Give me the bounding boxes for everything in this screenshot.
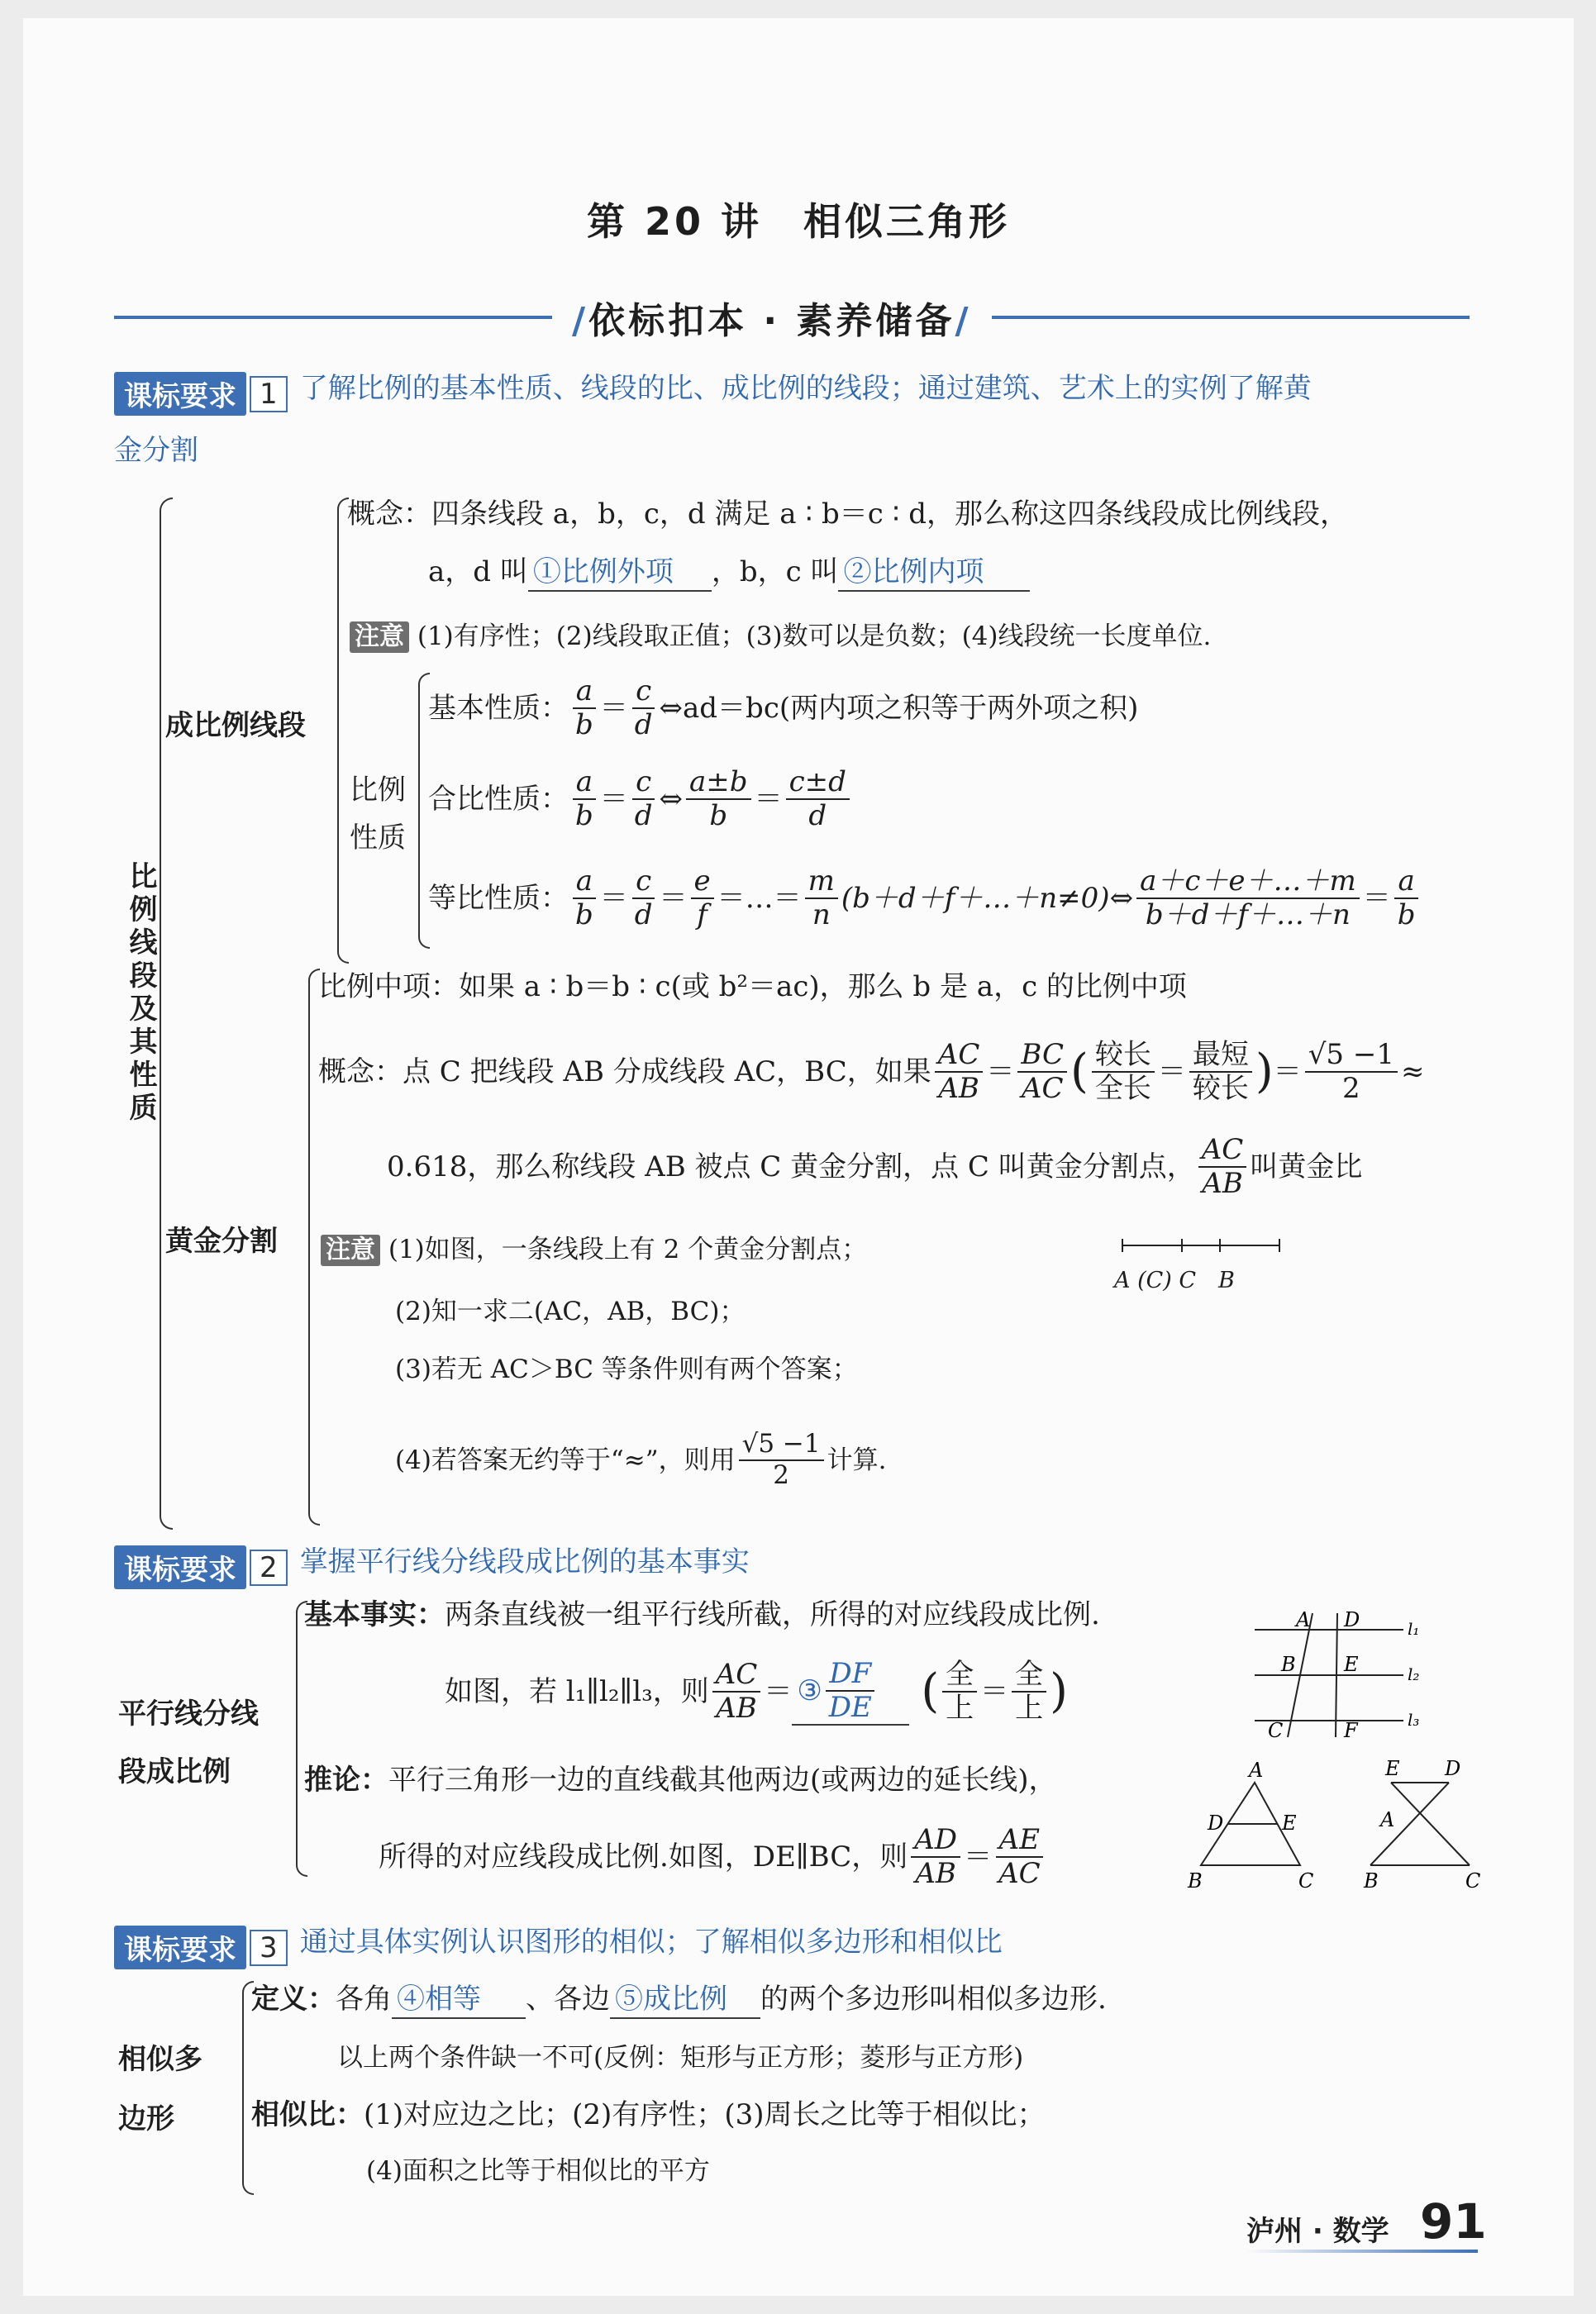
fill-blank-2: ②比例内项 [838, 554, 1030, 592]
golden-concept: 概念：点 C 把线段 AB 分成线段 AC，BC，如果 $\frac{AC}{AB}$ ＝ $\frac{BC}{AC}$ ( $\frac{\text{较长}}{\text{全长}}$ ＝ $\frac{\text{最短}}{\text{较长}}$ ) ＝ $\frac{√5 -1}{2}$ ≈ [318, 1037, 1425, 1105]
basic-property: 基本性质： $\frac{a}{b}$ ＝ $\frac{c}{d}$ ⇔ad＝bc(两内项之积等于两外项之积) [428, 674, 1139, 741]
svg-text:D: D [1208, 1812, 1224, 1835]
svg-text:F: F [1344, 1719, 1358, 1742]
section-header: /依标扣本 · 素养储备/ [552, 291, 992, 344]
vertical-title: 比例线段及其性质 [124, 861, 157, 1126]
requirement-number: 1 [250, 376, 288, 412]
svg-text:B: B [1188, 1869, 1203, 1893]
requirement-3 [114, 1919, 1003, 1969]
requirement-text: 了解比例的基本性质、线段的比、成比例的线段；通过建筑、艺术上的实例了解黄 [299, 372, 1312, 405]
inference: 推论：平行三角形一边的直线截其他两边(或两边的延长线)， [304, 1764, 1057, 1797]
golden-concept-line2: 0.618，那么称线段 AB 被点 C 黄金分割，点 C 叫黄金分割点， $\frac{AC}{AB}$ 叫黄金比 [387, 1132, 1363, 1200]
requirement-number: 2 [250, 1550, 288, 1586]
concept-line1: 概念：四条线段 a，b，c，d 满足 a ∶ b＝c ∶ d，那么称这四条线段成比例线段， [347, 498, 1349, 531]
svg-text:A: A [1380, 1808, 1395, 1831]
requirement-number: 3 [250, 1930, 288, 1966]
svg-text:D: D [1344, 1608, 1360, 1631]
requirement-text: 掌握平行线分线段成比例的基本事实 [299, 1545, 750, 1578]
svg-text:C: C [1268, 1719, 1284, 1742]
footer-book: 泸州 · 数学 [1246, 2215, 1389, 2248]
basic-fact: 基本事实：两条直线被一组平行线所截，所得的对应线段成比例. [304, 1598, 1100, 1631]
fill-blank-1: ①比例外项 [528, 554, 712, 592]
triangle-figure-2 [1346, 1754, 1486, 1894]
requirement-text: 通过具体实例认识图形的相似；了解相似多边形和相似比 [299, 1926, 1003, 1959]
svg-text:l₁: l₁ [1408, 1619, 1420, 1639]
page-number: 91 [1420, 2193, 1487, 2250]
fill-blank-4: ④相等 [392, 1981, 526, 2019]
svg-text:D: D [1445, 1757, 1461, 1780]
svg-text:E: E [1385, 1757, 1400, 1780]
similarity-ratio-4: (4)面积之比等于相似比的平方 [366, 2156, 710, 2186]
similar-definition: 定义：各角 ④相等 、各边 ⑤成比例 的两个多边形叫相似多边形. [251, 1981, 1107, 2019]
similar-def-note: 以上两个条件缺一不可(反例：矩形与正方形；菱形与正方形) [337, 2043, 1024, 2073]
golden-note-4: (4)若答案无约等于“≈”，则用 $\frac{√5 -1}{2}$ 计算. [395, 1429, 887, 1490]
requirement-1 [114, 365, 1312, 416]
page-title: 第 20 讲 相似三角形 [586, 199, 1011, 244]
footer-rule [1246, 2250, 1478, 2253]
svg-text:B: B [1281, 1653, 1296, 1676]
similar-label-1: 相似多 [118, 2043, 202, 2076]
requirement-label: 课标要求 [114, 372, 246, 416]
golden-note-2: (2)知一求二(AC，AB，BC)； [395, 1297, 746, 1326]
parallel-label-2: 段成比例 [118, 1755, 231, 1788]
parallel-example: 如图，若 l₁∥l₂∥l₃，则 $\frac{AC}{AB}$ ＝ ③ $\frac{DF}{DE}$ ( $\frac{\text{全}}{\text{上}}$ ＝ $\frac{\text{全}}{\text{上}}$ ) [445, 1656, 1069, 1725]
golden-label: 黄金分割 [165, 1225, 278, 1258]
similar-label-2: 边形 [118, 2102, 174, 2135]
note-badge: 注意 [321, 1235, 380, 1266]
brace-outer [160, 498, 173, 1530]
svg-text:l₃: l₃ [1408, 1710, 1420, 1730]
proportional-mean: 比例中项：如果 a ∶ b＝b ∶ c(或 b²＝ac)，那么 b 是 a，c 的比例中项 [318, 970, 1187, 1003]
triangle-figure-1 [1176, 1754, 1325, 1894]
page [23, 18, 1574, 2296]
brace-parallel [296, 1601, 307, 1877]
compound-property: 合比性质： $\frac{a}{b}$ ＝ $\frac{c}{d}$ ⇔ $\frac{a\pm b}{b}$ ＝ $\frac{c\pm d}{d}$ [428, 762, 853, 836]
property-label: 比例 性质 [350, 774, 406, 855]
note-badge: 注意 [350, 621, 409, 653]
svg-text:C: C [1298, 1869, 1314, 1893]
equal-ratio-property: 等比性质： $\frac{a}{b}$ ＝ $\frac{c}{d}$ ＝ $\frac{e}{f}$ ＝…＝ $\frac{m}{n}$ (b＋d＋f＋…＋n≠0)⇔ $\frac{a+c+e+\dots+m}{b+d+f+\dots+n}$ ＝ $\frac{a}{b}$ [428, 861, 1422, 936]
svg-text:E: E [1282, 1812, 1297, 1835]
svg-text:B: B [1364, 1869, 1379, 1893]
svg-text:A: A [1296, 1608, 1311, 1631]
segment-labels: A (C) C B [1114, 1268, 1235, 1293]
similarity-ratio: 相似比：(1)对应边之比；(2)有序性；(3)周长之比等于相似比； [251, 2098, 1046, 2131]
requirement-label: 课标要求 [114, 1926, 246, 1969]
concept-line2: a，d 叫 ①比例外项 ，b，c 叫 ②比例内项 [428, 554, 1030, 592]
svg-text:C: C [1465, 1869, 1481, 1893]
golden-note-1: 注意 (1)如图，一条线段上有 2 个黄金分割点； [321, 1233, 867, 1266]
golden-note-3: (3)若无 AC＞BC 等条件则有两个答案； [395, 1355, 858, 1384]
requirement-2 [114, 1539, 750, 1589]
requirement-label: 课标要求 [114, 1545, 246, 1589]
requirement-text-cont: 金分割 [114, 434, 198, 467]
svg-text:E: E [1344, 1653, 1359, 1676]
note-1: 注意 (1)有序性；(2)线段取正值；(3)数可以是负数；(4)线段统一长度单位. [350, 620, 1211, 653]
parallel-label-1: 平行线分线 [118, 1697, 259, 1731]
parallel-lines-figure [1238, 1605, 1436, 1745]
svg-text:l₂: l₂ [1408, 1664, 1420, 1684]
svg-text:A: A [1249, 1759, 1264, 1782]
brace-segments [337, 498, 349, 964]
proportional-segments-label: 成比例线段 [165, 709, 306, 742]
inference-example: 所得的对应线段成比例.如图，DE∥BC，则 $\frac{AD}{AB}$ ＝ $\frac{AE}{AC}$ [379, 1816, 1047, 1898]
fill-blank-5: ⑤成比例 [610, 1981, 760, 2019]
